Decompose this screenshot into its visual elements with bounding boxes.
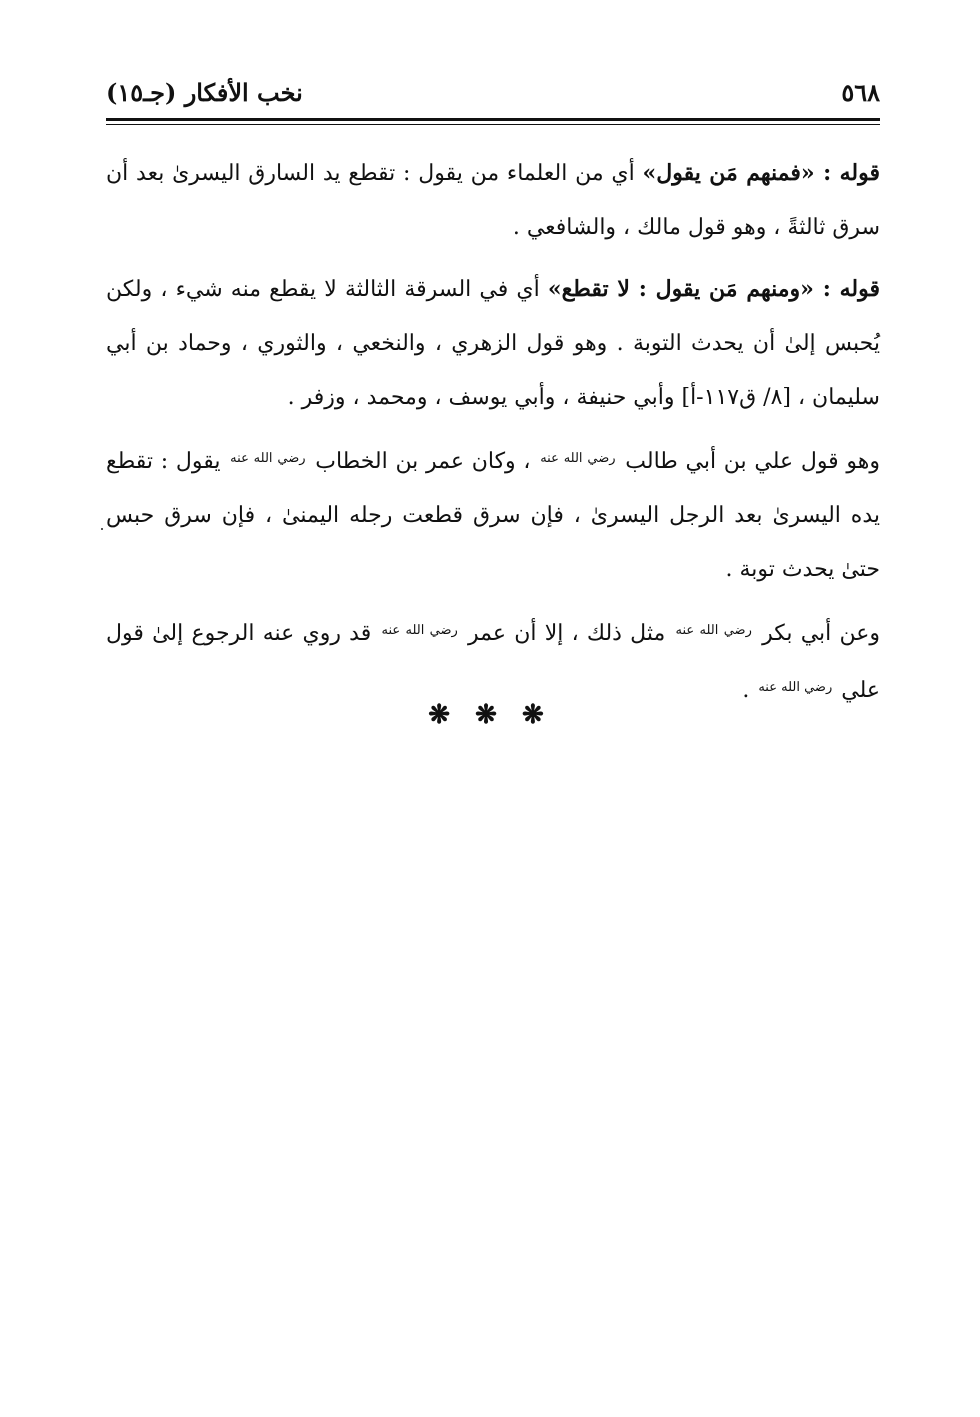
page-number: ٥٦٨ — [841, 77, 880, 107]
paragraph-3-part-3: يقول : تقطع يده اليسرىٰ بعد الرجل اليسرىٰ ، فإن سرق قطعت رجله اليمنىٰ ، فإن سرق حبس حتىٰ يحدث توبة . — [106, 449, 880, 582]
section-separator: ❋ ❋ ❋ — [428, 700, 552, 730]
honorific-abu-bakr: رضي الله عنه — [675, 623, 752, 638]
honorific-umar: رضي الله عنه — [230, 451, 306, 466]
header-rule-thick — [106, 118, 880, 121]
paragraph-4-part-4: . — [742, 678, 750, 703]
paragraph-2-lead: قوله : «ومنهم مَن يقول : لا تقطع» — [547, 276, 880, 302]
paragraph-3-part-1: وهو قول علي بن أبي طالب — [625, 449, 880, 474]
paragraph-4-part-2: مثل ذلك ، إلا أن عمر — [468, 621, 666, 646]
paragraph-2-text: أي في السرقة الثالثة لا يقطع منه شيء ، ولكن يُحبس إلىٰ أن يحدث التوبة . وهو قول الزهري ، والنخعي ، والثوري ، وحماد بن أبي سليمان ، [٨/ ق١١٧-أ] وأبي حنيفة ، وأبي يوسف ، ومحمد ، وزفر . — [106, 277, 880, 410]
book-title: نخب الأفكار (جـ١٥) — [106, 77, 303, 107]
honorific-umar-2: رضي الله عنه — [381, 623, 458, 638]
honorific-ali: رضي الله عنه — [540, 451, 616, 466]
page-header — [106, 70, 880, 114]
paragraph-3 — [106, 432, 880, 597]
body-text — [106, 146, 880, 725]
paragraph-1 — [106, 146, 880, 255]
paragraph-1-lead: قوله : «فمنهم مَن يقول» — [642, 160, 880, 186]
paragraph-4-part-3: قد روي عنه الرجوع إلىٰ قول علي — [106, 621, 880, 703]
paragraph-2 — [106, 262, 880, 425]
header-rule-thin — [106, 124, 880, 125]
paragraph-3-part-2: ، وكان عمر بن الخطاب — [315, 449, 531, 474]
margin-mark — [101, 528, 103, 530]
paragraph-4-part-1: وعن أبي بكر — [762, 621, 880, 646]
paragraph-1-text: أي من العلماء من يقول : تقطع يد السارق اليسرىٰ بعد أن سرق ثالثةً ، وهو قول مالك ، والشافعي . — [106, 161, 880, 240]
honorific-ali-2: رضي الله عنه — [758, 680, 833, 695]
